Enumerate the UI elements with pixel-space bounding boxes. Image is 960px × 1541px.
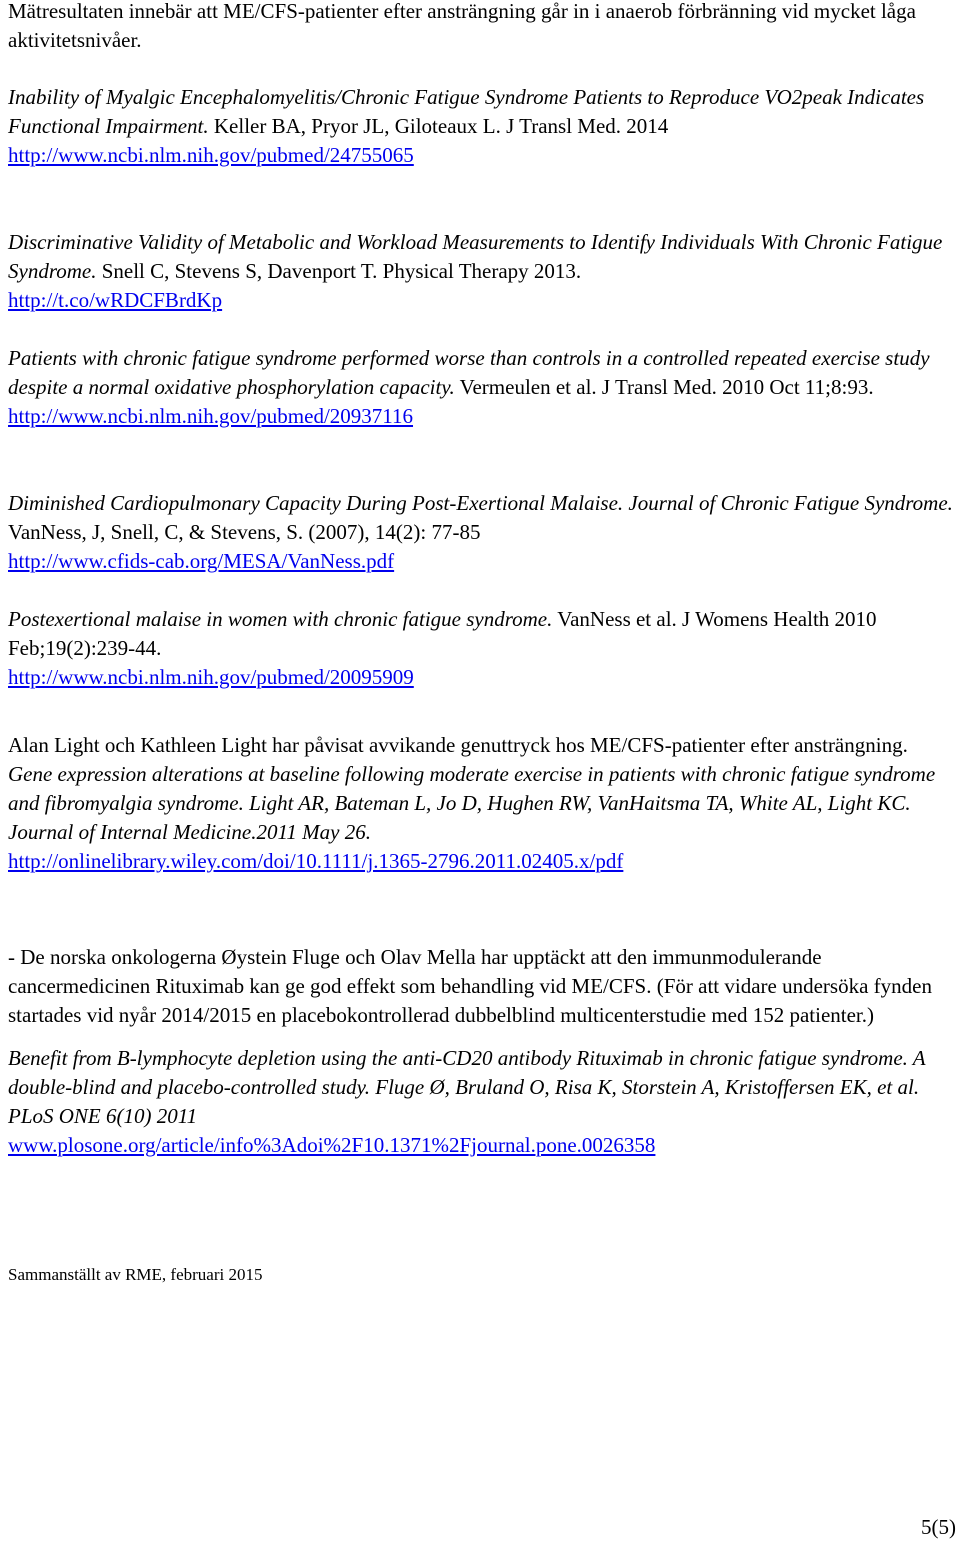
fluge-reference-title: Benefit from B-lymphocyte depletion using the anti-CD20 antibody Rituximab in chronic fatigue syndrome. A double-blind and placebo-controlled study. Fluge Ø, Bruland O, Risa K, Storstein A, Kristoffersen EK, et al. PLoS ONE 6(10) 2011: [8, 1046, 926, 1128]
reference-citation: VanNess et al. J Womens Health 2010 Feb;19(2):239-44.: [8, 607, 877, 660]
reference-citation: Keller BA, Pryor JL, Giloteaux L. J Transl Med. 2014: [208, 114, 669, 138]
reference-title: Inability of Myalgic Encephalomyelitis/Chronic Fatigue Syndrome Patients to Reproduce VO2peak Indicates Functional Impairment.: [8, 85, 925, 138]
reference-citation: Snell C, Stevens S, Davenport T. Physical Therapy 2013.: [96, 259, 582, 283]
reference-title: Postexertional malaise in women with chronic fatigue syndrome.: [8, 607, 553, 631]
light-lead: Alan Light och Kathleen Light har påvisat avvikande genuttryck hos ME/CFS-patienter efter ansträngning.: [8, 733, 908, 757]
reference-link[interactable]: http://www.ncbi.nlm.nih.gov/pubmed/24755065: [8, 143, 414, 167]
page-number: 5(5): [921, 1515, 956, 1539]
reference-link[interactable]: http://www.ncbi.nlm.nih.gov/pubmed/20095909: [8, 665, 414, 689]
reference-item: [8, 489, 954, 576]
reference-citation: Vermeulen et al. J Transl Med. 2010 Oct 11;8:93.: [454, 375, 874, 399]
reference-item: [8, 344, 954, 431]
fluge-lead: - De norska onkologerna Øystein Fluge och Olav Mella har upptäckt att den immunmodulerande cancermedicinen Rituximab kan ge god effekt som behandling vid ME/CFS. (För att vidare undersöka fynden startades vid nyår 2014/2015 en placebokontrollerad dubbelblind multicenterstudie med 152 patienter.): [8, 945, 932, 1027]
fluge-section: [8, 943, 954, 1160]
light-reference-link[interactable]: http://onlinelibrary.wiley.com/doi/10.1111/j.1365-2796.2011.02405.x/pdf: [8, 849, 624, 873]
intro-paragraph: Mätresultaten innebär att ME/CFS-patienter efter ansträngning går in i anaerob förbränning vid mycket låga aktivitetsnivåer.: [8, 0, 916, 52]
reference-title: Patients with chronic fatigue syndrome performed worse than controls in a controlled repeated exercise study despite a normal oxidative phosphorylation capacity.: [8, 346, 930, 399]
reference-link[interactable]: http://www.cfids-cab.org/MESA/VanNess.pdf: [8, 549, 395, 573]
reference-item: [8, 83, 954, 170]
reference-link[interactable]: http://t.co/wRDCFBrdKp: [8, 288, 223, 312]
reference-item: [8, 605, 954, 692]
light-section: [8, 731, 954, 876]
reference-link[interactable]: http://www.ncbi.nlm.nih.gov/pubmed/20937116: [8, 404, 414, 428]
light-reference-title: Gene expression alterations at baseline following moderate exercise in patients with chronic fatigue syndrome and fibromyalgia syndrome. Light AR, Bateman L, Jo D, Hughen RW, VanHaitsma TA, White AL, Light KC. Journal of Internal Medicine.2011 May 26.: [8, 762, 936, 844]
credit-line: Sammanställt av RME, februari 2015: [8, 1265, 263, 1284]
reference-title: Diminished Cardiopulmonary Capacity During Post-Exertional Malaise. Journal of Chronic Fatigue Syndrome.: [8, 491, 953, 515]
reference-item: [8, 228, 954, 315]
reference-title: Discriminative Validity of Metabolic and Workload Measurements to Identify Individuals With Chronic Fatigue Syndrome.: [8, 230, 943, 283]
fluge-reference-link[interactable]: www.plosone.org/article/info%3Adoi%2F10.1371%2Fjournal.pone.0026358: [8, 1133, 656, 1157]
reference-citation: VanNess, J, Snell, C, & Stevens, S. (2007), 14(2): 77-85: [8, 520, 481, 544]
